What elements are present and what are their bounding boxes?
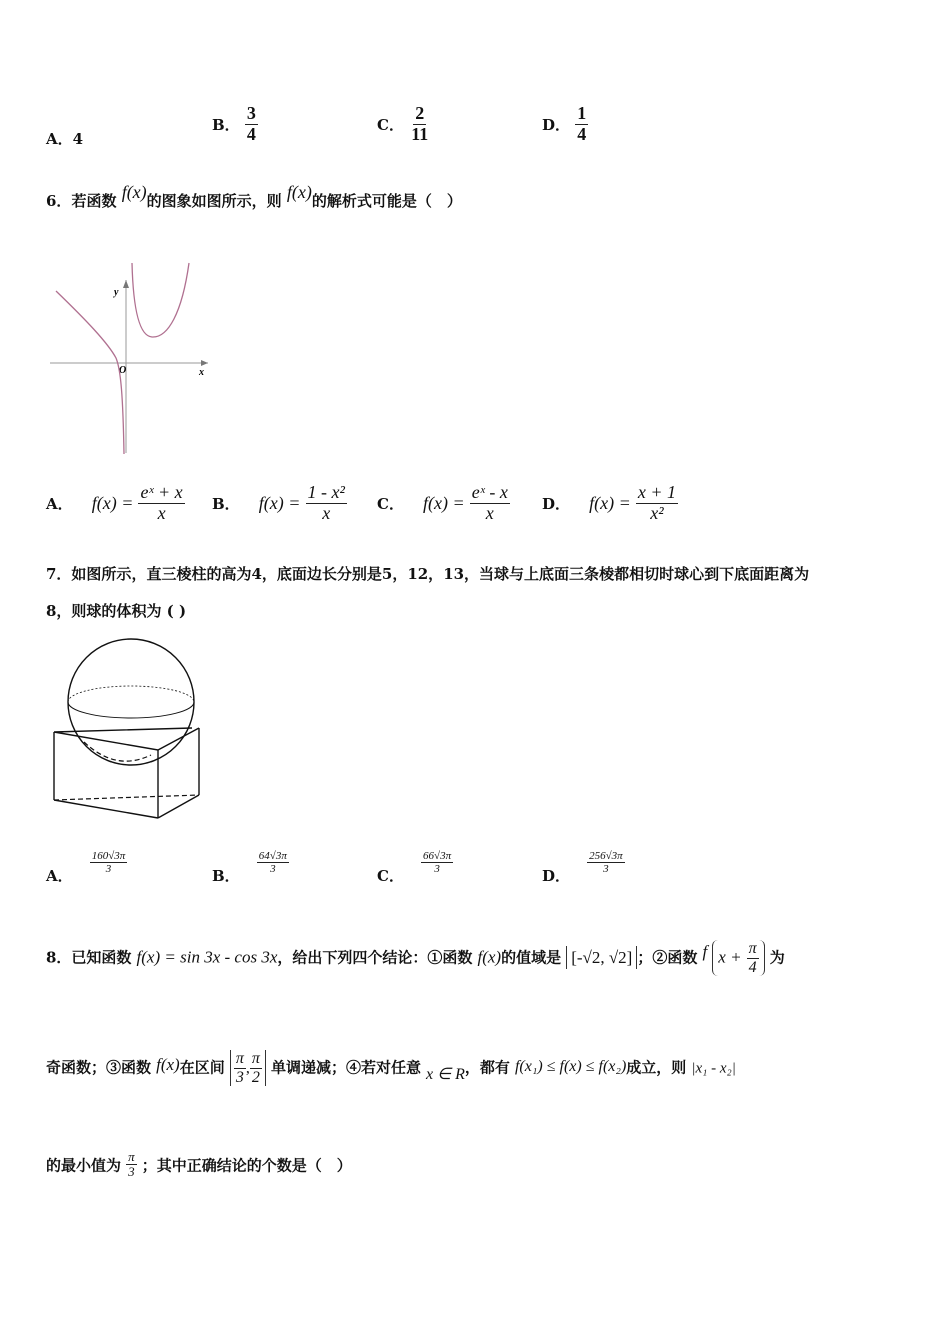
fraction: $\frac{64√3\pi}{3}$ [258, 850, 287, 876]
q7-option-b: B． $\frac{64√3\pi}{3}$ [212, 850, 287, 886]
fraction: $\frac{\pi}{2}$ [251, 1050, 260, 1086]
q7-option-a: A． $\frac{160√3\pi}{3}$ [46, 850, 126, 886]
fraction: $\frac{\pi}{3}$ [128, 1149, 135, 1180]
sphere-equator-front [68, 702, 194, 718]
q7-stem-line1: 7．如图所示，直三棱柱的高为4，底面边长分别是5，12，13，当球与上底面三条棱都相切时球心到下底面距离为 [46, 565, 810, 583]
sphere-equator-back [68, 686, 194, 702]
q6-option-c: C． f(x) = $\frac{\text{eˣ - x}}{x}$ [377, 482, 508, 523]
q6-function-graph [46, 258, 216, 458]
right-branch-curve [132, 263, 189, 337]
y-axis-arrow [123, 280, 129, 288]
fraction: $\frac{x + 1}{\text{x²}}$ [637, 482, 676, 523]
q6-stem: 6．若函数 f(x)的图象如图所示，则 f(x)的解析式可能是（ ） [46, 182, 462, 210]
q7-option-d: D． $\frac{256√3\pi}{3}$ [542, 850, 623, 886]
q6-option-d: D． f(x) = $\frac{x + 1}{\text{x²}}$ [542, 482, 676, 523]
q6-option-b: B． f(x) = $\frac{\text{1 - x²}}{x}$ [212, 482, 345, 523]
q7-stem-line2: 8，则球的体积为 ( ) [46, 602, 187, 620]
q8-stem-line2: 奇函数；③函数 f(x)在区间 $\frac{\pi}{3}$ , $\frac{\pi}{2}$ 单调递减；④若对任意 x ∈ R，都有 f(x₁) ≤ f(x) ≤ f(x₂)成立，则 |x₁ - x₂| [46, 1050, 736, 1086]
q5-option-d: D． $\frac{1}{4}$ [542, 103, 587, 144]
sphere [68, 639, 194, 765]
fraction: $\frac{\text{eˣ - x}}{x}$ [471, 482, 508, 523]
prism-bottom-front [54, 800, 158, 818]
fraction: $\frac{160√3\pi}{3}$ [91, 850, 126, 876]
prism-top-face [54, 728, 199, 750]
q6-option-a: A． f(x) = $\frac{\text{eˣ + x}}{x}$ [46, 482, 183, 523]
origin-label: O [119, 365, 127, 376]
x-axis-arrow [201, 360, 208, 366]
fraction: $\frac{\text{eˣ + x}}{x}$ [140, 482, 183, 523]
fraction: $\frac{2}{11}$ [411, 103, 429, 144]
interval: $\frac{\pi}{3}$ , $\frac{\pi}{2}$ [230, 1050, 266, 1086]
prism-bottom-right [158, 795, 199, 818]
x-axis-label: x [199, 367, 204, 378]
q5-option-c: C． $\frac{2}{11}$ [377, 103, 429, 144]
q7-option-c: C． $\frac{66√3\pi}{3}$ [377, 850, 452, 886]
fraction: $\frac{66√3\pi}{3}$ [423, 850, 452, 876]
fraction: $\frac{1}{4}$ [577, 103, 587, 144]
fraction: $\frac{\pi}{3}$ [235, 1050, 244, 1086]
sphere-hidden-arc [84, 742, 151, 761]
q8-stem-line3: 的最小值为 $\frac{\pi}{3}$ ；其中正确结论的个数是（ ） [46, 1149, 352, 1180]
q8-stem-line1: 8．已知函数 f(x) = sin 3x - cos 3x，给出下列四个结论：①函数 f(x)的值域是 [-√2, √2] ；②函数 f x + $\frac{\pi}{4}$ 为 [46, 940, 785, 976]
q7-sphere-prism-figure [46, 632, 216, 822]
fraction: $\frac{256√3\pi}{3}$ [589, 850, 623, 876]
fraction: $\frac{3}{4}$ [246, 103, 256, 144]
fraction: $\frac{\pi}{4}$ [748, 940, 757, 976]
left-branch-curve [56, 291, 127, 454]
fraction: $\frac{\text{1 - x²}}{x}$ [307, 482, 345, 523]
q5-option-a: A．4 [46, 130, 84, 148]
q5-option-b: B． $\frac{3}{4}$ [212, 103, 256, 144]
prism-bottom-hidden [54, 795, 199, 800]
y-axis-label: y [114, 287, 119, 298]
